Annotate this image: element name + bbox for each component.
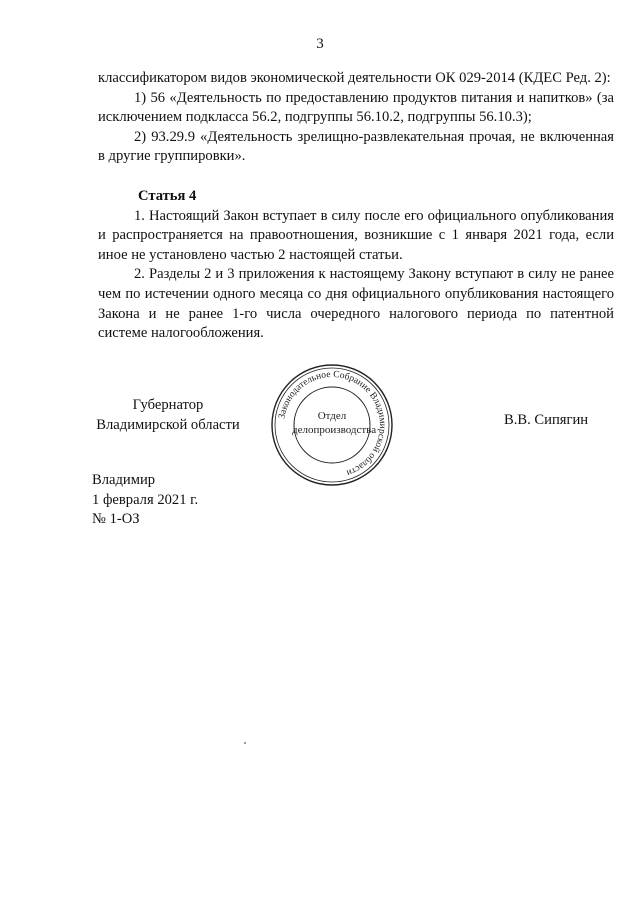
signatory-title-line2: Владимирской области — [96, 416, 240, 433]
city: Владимир — [92, 472, 156, 488]
list-item-2: 2) 93.29.9 «Деятельность зрелищно-развлекательная прочая, не включенная в другие группировки». — [98, 128, 614, 165]
paragraph-classifier: классификатором видов экономической деятельности ОК 029-2014 (КДЕС Ред. 2): — [98, 70, 611, 86]
date: 1 февраля 2021 г. — [92, 491, 199, 508]
stamp-line2: делопроизводства — [292, 424, 377, 436]
stamp-line1: Отдел — [317, 410, 347, 422]
stamp-ring-text: Законодательное Собрание Владимирской области — [277, 369, 388, 478]
signatory-title — [88, 396, 248, 435]
article-heading: Статья 4 — [138, 187, 197, 204]
document-body — [98, 69, 614, 344]
article-paragraph-2: 2. Разделы 2 и 3 приложения к настоящему Закону вступают в силу не ранее чем по истечении одного месяца со дня официального опубликования настоящего Закона и не ранее 1-го числа очередного налогового периода по патентной системе налогообложения. — [98, 266, 614, 342]
signatory-name: В.В. Сипягин — [504, 412, 589, 428]
page-number: 3 — [316, 36, 324, 52]
article-paragraph-1: 1. Настоящий Закон вступает в силу после его официального опубликования и распространяется на правоотношения, возникшие с 1 января 2021 года, если иное не установлено частью 2 настоящей статьи. — [98, 207, 614, 263]
list-item-1: 1) 56 «Деятельность по предоставлению продуктов питания и напитков» (за исключением подкласса 56.2, подгруппы 56.10.2, подгруппы 56.10.3); — [98, 89, 614, 126]
official-stamp — [270, 363, 394, 487]
place-and-date — [92, 471, 198, 530]
stamp-center-text — [292, 409, 377, 437]
scan-speck — [244, 742, 246, 744]
signatory-title-line1: Губернатор — [132, 397, 204, 413]
law-number: № 1-ОЗ — [92, 511, 140, 528]
